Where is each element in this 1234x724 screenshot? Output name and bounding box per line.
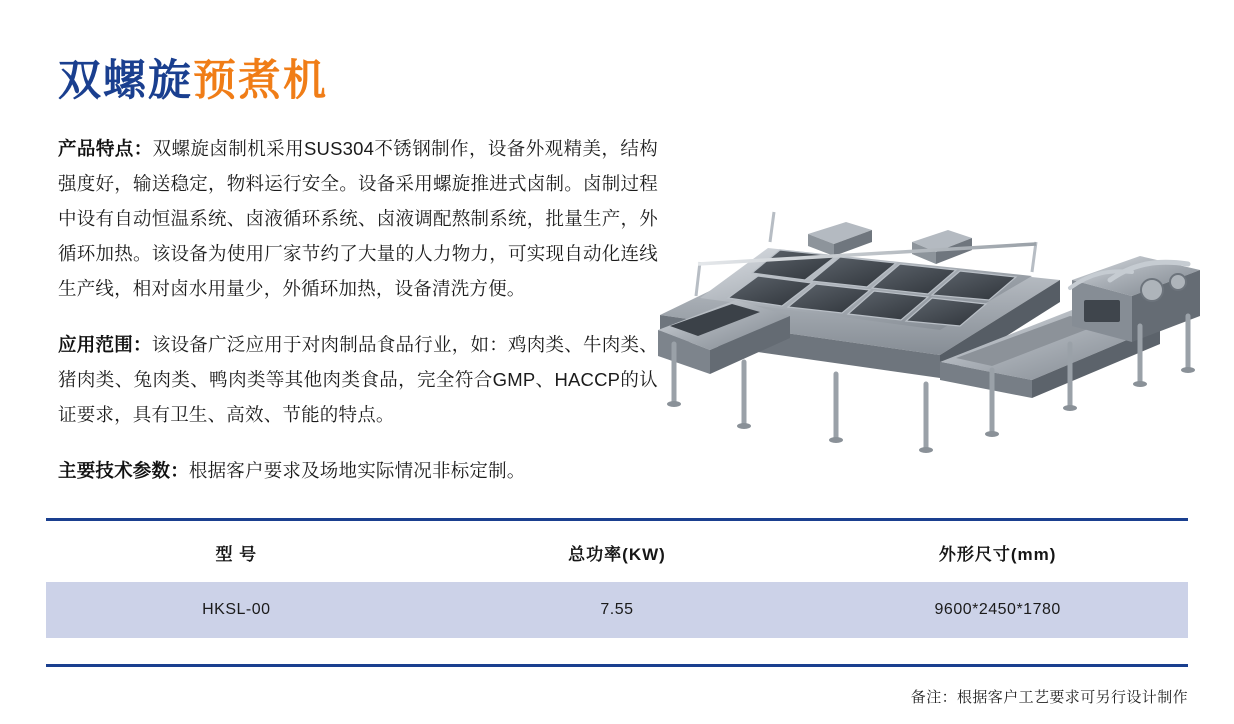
description-column: [58, 112, 658, 488]
application-paragraph: [58, 327, 658, 432]
page-title-primary: 双螺旋: [58, 56, 193, 105]
footer-note: 备注：根据客户工艺要求可另行设计制作: [910, 689, 1188, 706]
application-label: 应用范围：: [58, 333, 152, 355]
page-title-accent: 预煮机: [193, 56, 328, 105]
cell-model: HKSL-00: [202, 601, 271, 618]
table-header-dimensions: 外形尺寸(mm): [938, 545, 1057, 564]
table-header-model: 型 号: [215, 545, 258, 564]
page-title: [58, 57, 328, 106]
features-paragraph: [58, 131, 658, 306]
spec-table-wrapper: [46, 518, 1188, 667]
features-label: 产品特点：: [58, 137, 153, 159]
table-header-row: [46, 521, 1188, 582]
parameters-label: 主要技术参数：: [58, 459, 189, 481]
features-text: 双螺旋卤制机采用SUS304不锈钢制作，设备外观精美，结构强度好，输送稳定，物料运行安全。设备采用螺旋推进式卤制。卤制过程中设有自动恒温系统、卤液循环系统、卤液调配熬制系统，批量生产，外循环加热。该设备为使用厂家节约了大量的人力物力，可实现自动化连线生产线，相对卤水用量少，外循环加热，设备清洗方便。: [58, 137, 658, 299]
cell-power: 7.55: [600, 601, 634, 618]
application-text: 该设备广泛应用于对肉制品食品行业，如：鸡肉类、牛肉类、猪肉类、兔肉类、鸭肉类等其他肉类食品，完全符合GMP、HACCP的认证要求，具有卫生、高效、节能的特点。: [58, 333, 658, 425]
table-header-power: 总功率(KW): [568, 545, 666, 564]
parameters-paragraph: [58, 453, 658, 488]
parameters-text: 根据客户要求及场地实际情况非标定制。: [188, 459, 526, 481]
table-row: [46, 582, 1188, 638]
table-spacer-row: [46, 638, 1188, 664]
spec-table: [46, 521, 1188, 664]
cell-dimensions: 9600*2450*1780: [934, 601, 1061, 618]
table-bottom-rule: [46, 664, 1188, 667]
product-image: [640, 130, 1210, 470]
